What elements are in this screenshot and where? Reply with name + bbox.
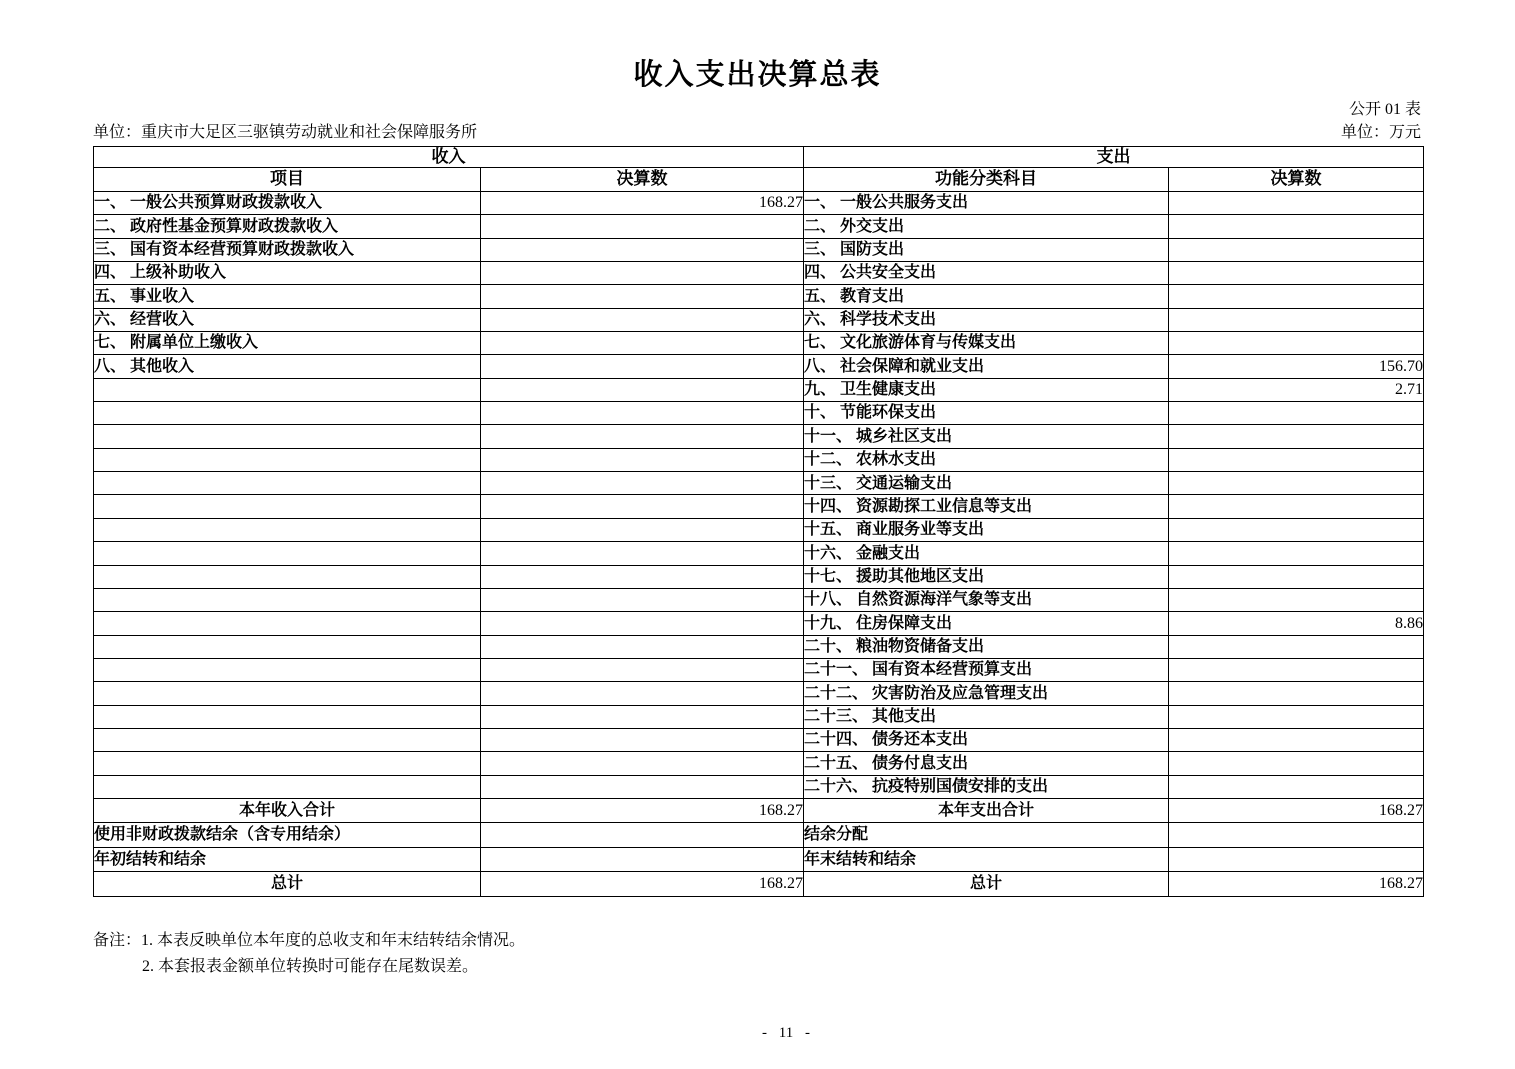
income-item-cell [94, 752, 481, 775]
income-value-cell [481, 495, 804, 518]
income-summary-label: 本年收入合计 [94, 798, 481, 823]
income-item-cell [94, 728, 481, 751]
income-item-cell: 八、 其他收入 [94, 355, 481, 378]
expense-item-cell: 十七、 援助其他地区支出 [804, 565, 1169, 588]
income-value-cell [481, 472, 804, 495]
income-item-cell [94, 658, 481, 681]
income-value-cell: 168.27 [481, 192, 804, 215]
notes-block [93, 928, 525, 980]
expense-value-cell [1169, 565, 1424, 588]
table-row [94, 215, 1424, 238]
table-row [94, 192, 1424, 215]
expense-item-cell: 八、 社会保障和就业支出 [804, 355, 1169, 378]
expense-item-cell: 六、 科学技术支出 [804, 308, 1169, 331]
expense-item-cell: 十五、 商业服务业等支出 [804, 518, 1169, 541]
expense-value-cell [1169, 518, 1424, 541]
income-value-cell [481, 612, 804, 635]
expense-value-cell [1169, 728, 1424, 751]
expense-item-cell: 十六、 金融支出 [804, 542, 1169, 565]
income-value-cell [481, 518, 804, 541]
expense-item-cell: 二十五、 债务付息支出 [804, 752, 1169, 775]
table-row [94, 612, 1424, 635]
income-value-cell [481, 238, 804, 261]
table-row [94, 518, 1424, 541]
expense-item-cell: 十、 节能环保支出 [804, 402, 1169, 425]
income-value-cell [481, 332, 804, 355]
expense-item-cell: 二十、 粮油物资储备支出 [804, 635, 1169, 658]
income-value-cell [481, 728, 804, 751]
expense-item-cell: 二十一、 国有资本经营预算支出 [804, 658, 1169, 681]
expense-summary-label: 结余分配 [804, 823, 1169, 848]
table-row [94, 565, 1424, 588]
expense-summary-value [1169, 847, 1424, 872]
org-label: 单位：重庆市大足区三驱镇劳动就业和社会保障服务所 [93, 124, 478, 141]
table-row [94, 262, 1424, 285]
expense-summary-value: 168.27 [1169, 872, 1424, 897]
income-value-cell [481, 588, 804, 611]
expense-item-cell: 十四、 资源勘探工业信息等支出 [804, 495, 1169, 518]
table-row [94, 472, 1424, 495]
expense-value-cell: 8.86 [1169, 612, 1424, 635]
table-row [94, 378, 1424, 401]
income-summary-value: 168.27 [481, 798, 804, 823]
expense-value-cell [1169, 705, 1424, 728]
income-item-cell: 二、 政府性基金预算财政拨款收入 [94, 215, 481, 238]
income-item-cell [94, 635, 481, 658]
budget-table [93, 146, 1424, 897]
expense-section-title: 支出 [804, 147, 1424, 168]
table-row [94, 588, 1424, 611]
income-summary-label: 年初结转和结余 [94, 847, 481, 872]
table-row [94, 285, 1424, 308]
expense-item-cell: 十八、 自然资源海洋气象等支出 [804, 588, 1169, 611]
table-row [94, 752, 1424, 775]
expense-item-cell: 二十四、 债务还本支出 [804, 728, 1169, 751]
income-item-cell [94, 378, 481, 401]
expense-item-column-header: 功能分类科目 [804, 168, 1169, 192]
income-item-cell: 一、 一般公共预算财政拨款收入 [94, 192, 481, 215]
table-row [94, 872, 1424, 897]
income-amount-column-header: 决算数 [481, 168, 804, 192]
income-value-cell [481, 215, 804, 238]
income-item-cell [94, 402, 481, 425]
expense-value-cell [1169, 215, 1424, 238]
table-row [94, 847, 1424, 872]
expense-amount-column-header: 决算数 [1169, 168, 1424, 192]
income-value-cell [481, 285, 804, 308]
expense-summary-label: 本年支出合计 [804, 798, 1169, 823]
income-item-cell [94, 495, 481, 518]
income-value-cell [481, 542, 804, 565]
income-value-cell [481, 752, 804, 775]
expense-value-cell [1169, 588, 1424, 611]
table-row [94, 332, 1424, 355]
income-item-cell [94, 565, 481, 588]
income-item-column-header: 项目 [94, 168, 481, 192]
table-row [94, 705, 1424, 728]
table-row [94, 308, 1424, 331]
income-value-cell [481, 425, 804, 448]
income-summary-label: 总计 [94, 872, 481, 897]
income-value-cell [481, 775, 804, 798]
table-row [94, 635, 1424, 658]
expense-item-cell: 九、 卫生健康支出 [804, 378, 1169, 401]
page-title: 收入支出决算总表 [633, 59, 882, 91]
expense-value-cell [1169, 682, 1424, 705]
table-row [94, 448, 1424, 471]
income-summary-value [481, 823, 804, 848]
expense-value-cell: 2.71 [1169, 378, 1424, 401]
table-row [94, 823, 1424, 848]
expense-value-cell [1169, 285, 1424, 308]
expense-value-cell [1169, 775, 1424, 798]
income-section-title: 收入 [94, 147, 804, 168]
table-row [94, 402, 1424, 425]
expense-item-cell: 二十六、 抗疫特别国债安排的支出 [804, 775, 1169, 798]
income-summary-value [481, 847, 804, 872]
expense-value-cell [1169, 192, 1424, 215]
income-value-cell [481, 565, 804, 588]
expense-value-cell [1169, 495, 1424, 518]
meta-row [93, 119, 1421, 142]
income-value-cell [481, 355, 804, 378]
expense-summary-value [1169, 823, 1424, 848]
income-item-cell [94, 775, 481, 798]
table-body [94, 192, 1424, 897]
income-summary-label: 使用非财政拨款结余（含专用结余） [94, 823, 481, 848]
income-value-cell [481, 402, 804, 425]
expense-summary-label: 总计 [804, 872, 1169, 897]
expense-value-cell [1169, 752, 1424, 775]
expense-value-cell [1169, 542, 1424, 565]
column-header-row [94, 168, 1424, 192]
table-row [94, 658, 1424, 681]
expense-value-cell [1169, 402, 1424, 425]
income-value-cell [481, 262, 804, 285]
income-item-cell [94, 472, 481, 495]
income-value-cell [481, 635, 804, 658]
expense-item-cell: 十一、 城乡社区支出 [804, 425, 1169, 448]
table-row [94, 238, 1424, 261]
table-row [94, 775, 1424, 798]
expense-value-cell [1169, 425, 1424, 448]
income-item-cell: 六、 经营收入 [94, 308, 481, 331]
table-row [94, 542, 1424, 565]
income-item-cell [94, 448, 481, 471]
section-header-row [94, 147, 1424, 168]
income-value-cell [481, 705, 804, 728]
income-value-cell [481, 682, 804, 705]
income-item-cell: 五、 事业收入 [94, 285, 481, 308]
expense-value-cell [1169, 262, 1424, 285]
table-code-label: 公开 01 表 [1348, 101, 1421, 118]
expense-item-cell: 五、 教育支出 [804, 285, 1169, 308]
table-row [94, 798, 1424, 823]
expense-summary-label: 年末结转和结余 [804, 847, 1169, 872]
income-value-cell [481, 378, 804, 401]
income-item-cell: 七、 附属单位上缴收入 [94, 332, 481, 355]
income-value-cell [481, 308, 804, 331]
expense-value-cell [1169, 238, 1424, 261]
expense-value-cell [1169, 635, 1424, 658]
income-item-cell [94, 705, 481, 728]
unit-label: 单位：万元 [1340, 124, 1421, 141]
expense-value-cell [1169, 332, 1424, 355]
note-line: 备注：1. 本表反映单位本年度的总收支和年末结转结余情况。 [93, 932, 526, 949]
expense-item-cell: 七、 文化旅游体育与传媒支出 [804, 332, 1169, 355]
expense-item-cell: 十三、 交通运输支出 [804, 472, 1169, 495]
expense-item-cell: 一、 一般公共服务支出 [804, 192, 1169, 215]
income-item-cell: 三、 国有资本经营预算财政拨款收入 [94, 238, 481, 261]
expense-value-cell [1169, 658, 1424, 681]
income-item-cell [94, 612, 481, 635]
expense-item-cell: 二十三、 其他支出 [804, 705, 1169, 728]
page-number: - 11 - [762, 1025, 810, 1041]
expense-item-cell: 二、 外交支出 [804, 215, 1169, 238]
income-item-cell [94, 425, 481, 448]
expense-value-cell [1169, 308, 1424, 331]
table-row [94, 495, 1424, 518]
income-item-cell: 四、 上级补助收入 [94, 262, 481, 285]
income-value-cell [481, 448, 804, 471]
income-item-cell [94, 542, 481, 565]
income-item-cell [94, 518, 481, 541]
income-value-cell [481, 658, 804, 681]
expense-item-cell: 三、 国防支出 [804, 238, 1169, 261]
income-summary-value: 168.27 [481, 872, 804, 897]
table-row [94, 682, 1424, 705]
income-item-cell [94, 682, 481, 705]
expense-item-cell: 二十二、 灾害防治及应急管理支出 [804, 682, 1169, 705]
expense-item-cell: 十二、 农林水支出 [804, 448, 1169, 471]
table-row [94, 728, 1424, 751]
note-line: 2. 本套报表金额单位转换时可能存在尾数误差。 [142, 958, 479, 975]
expense-value-cell [1169, 448, 1424, 471]
income-item-cell [94, 588, 481, 611]
expense-item-cell: 十九、 住房保障支出 [804, 612, 1169, 635]
table-row [94, 355, 1424, 378]
expense-value-cell: 156.70 [1169, 355, 1424, 378]
table-row [94, 425, 1424, 448]
expense-item-cell: 四、 公共安全支出 [804, 262, 1169, 285]
expense-value-cell [1169, 472, 1424, 495]
expense-summary-value: 168.27 [1169, 798, 1424, 823]
